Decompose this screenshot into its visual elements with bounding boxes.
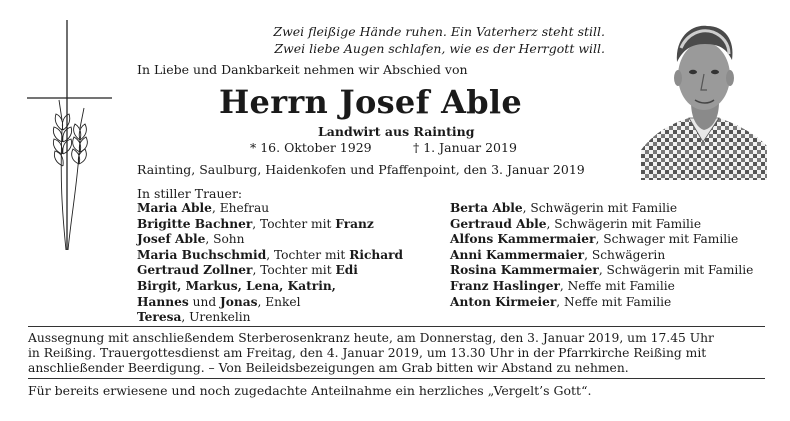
list-item: Franz Haslinger, Neffe mit Familie xyxy=(450,278,675,293)
deceased-occupation: Landwirt aus Rainting xyxy=(318,124,475,139)
list-item: Brigitte Bachner, Tochter mit Franz xyxy=(137,216,374,231)
verse-line-2: Zwei liebe Augen schlafen, wie es der Herrgott will. xyxy=(274,41,605,56)
birth-date: * 16. Oktober 1929 xyxy=(250,140,372,155)
mourners-right-list xyxy=(450,201,753,310)
list-item: Josef Able, Sohn xyxy=(137,232,245,247)
list-item: Gertraud Zollner, Tochter mit Edi xyxy=(137,263,358,278)
deceased-name: Herrn Josef Able xyxy=(219,83,523,121)
verse-line-1: Zwei fleißige Hände ruhen. Ein Vaterherz steht still. xyxy=(273,24,605,39)
service-line-3: anschließender Beerdigung. – Von Beileidsbezeigungen am Grab bitten wir Abstand zu nehmen. xyxy=(28,361,629,375)
thanks-line: Für bereits erwiesene und noch zugedachte Anteilnahme ein herzliches „Vergelt’s Gott“. xyxy=(28,383,592,398)
list-item: Maria Able, Ehefrau xyxy=(137,201,270,215)
service-line-1: Aussegnung mit anschließendem Sterberosenkranz heute, am Donnerstag, den 3. Januar 2019, um 17.45 Uhr xyxy=(28,331,714,345)
list-item: Alfons Kammermaier, Schwager mit Familie xyxy=(450,232,739,247)
list-item: Anni Kammermaier, Schwägerin xyxy=(450,247,666,262)
list-item: Hannes und Jonas, Enkel xyxy=(137,294,301,309)
list-item: Anton Kirmeier, Neffe mit Familie xyxy=(450,294,672,309)
divider xyxy=(28,326,765,327)
mourners-left-list xyxy=(137,201,403,326)
list-item: Gertraud Able, Schwägerin mit Familie xyxy=(450,216,702,231)
portrait-photo xyxy=(641,10,767,180)
list-item: Rosina Kammermaier, Schwägerin mit Familie xyxy=(450,263,754,278)
list-item: Berta Able, Schwägerin mit Familie xyxy=(450,201,678,215)
place-and-date: Rainting, Saulburg, Haidenkofen und Pfaffenpoint, den 3. Januar 2019 xyxy=(137,162,585,177)
list-item: Teresa, Urenkelin xyxy=(137,310,251,325)
farewell-intro: In Liebe und Dankbarkeit nehmen wir Abschied von xyxy=(137,62,468,77)
death-date: † 1. Januar 2019 xyxy=(413,140,517,155)
list-item: Birgit, Markus, Lena, Katrin, xyxy=(137,278,336,293)
service-line-2: in Reißing. Trauergottesdienst am Freitag, den 4. Januar 2019, um 13.30 Uhr in der Pfarrkirche Reißing mit xyxy=(28,346,707,360)
mourning-heading: In stiller Trauer: xyxy=(137,186,243,201)
cross-with-wheat-icon xyxy=(22,20,112,250)
divider xyxy=(28,378,765,379)
list-item: Maria Buchschmid, Tochter mit Richard xyxy=(137,247,404,262)
